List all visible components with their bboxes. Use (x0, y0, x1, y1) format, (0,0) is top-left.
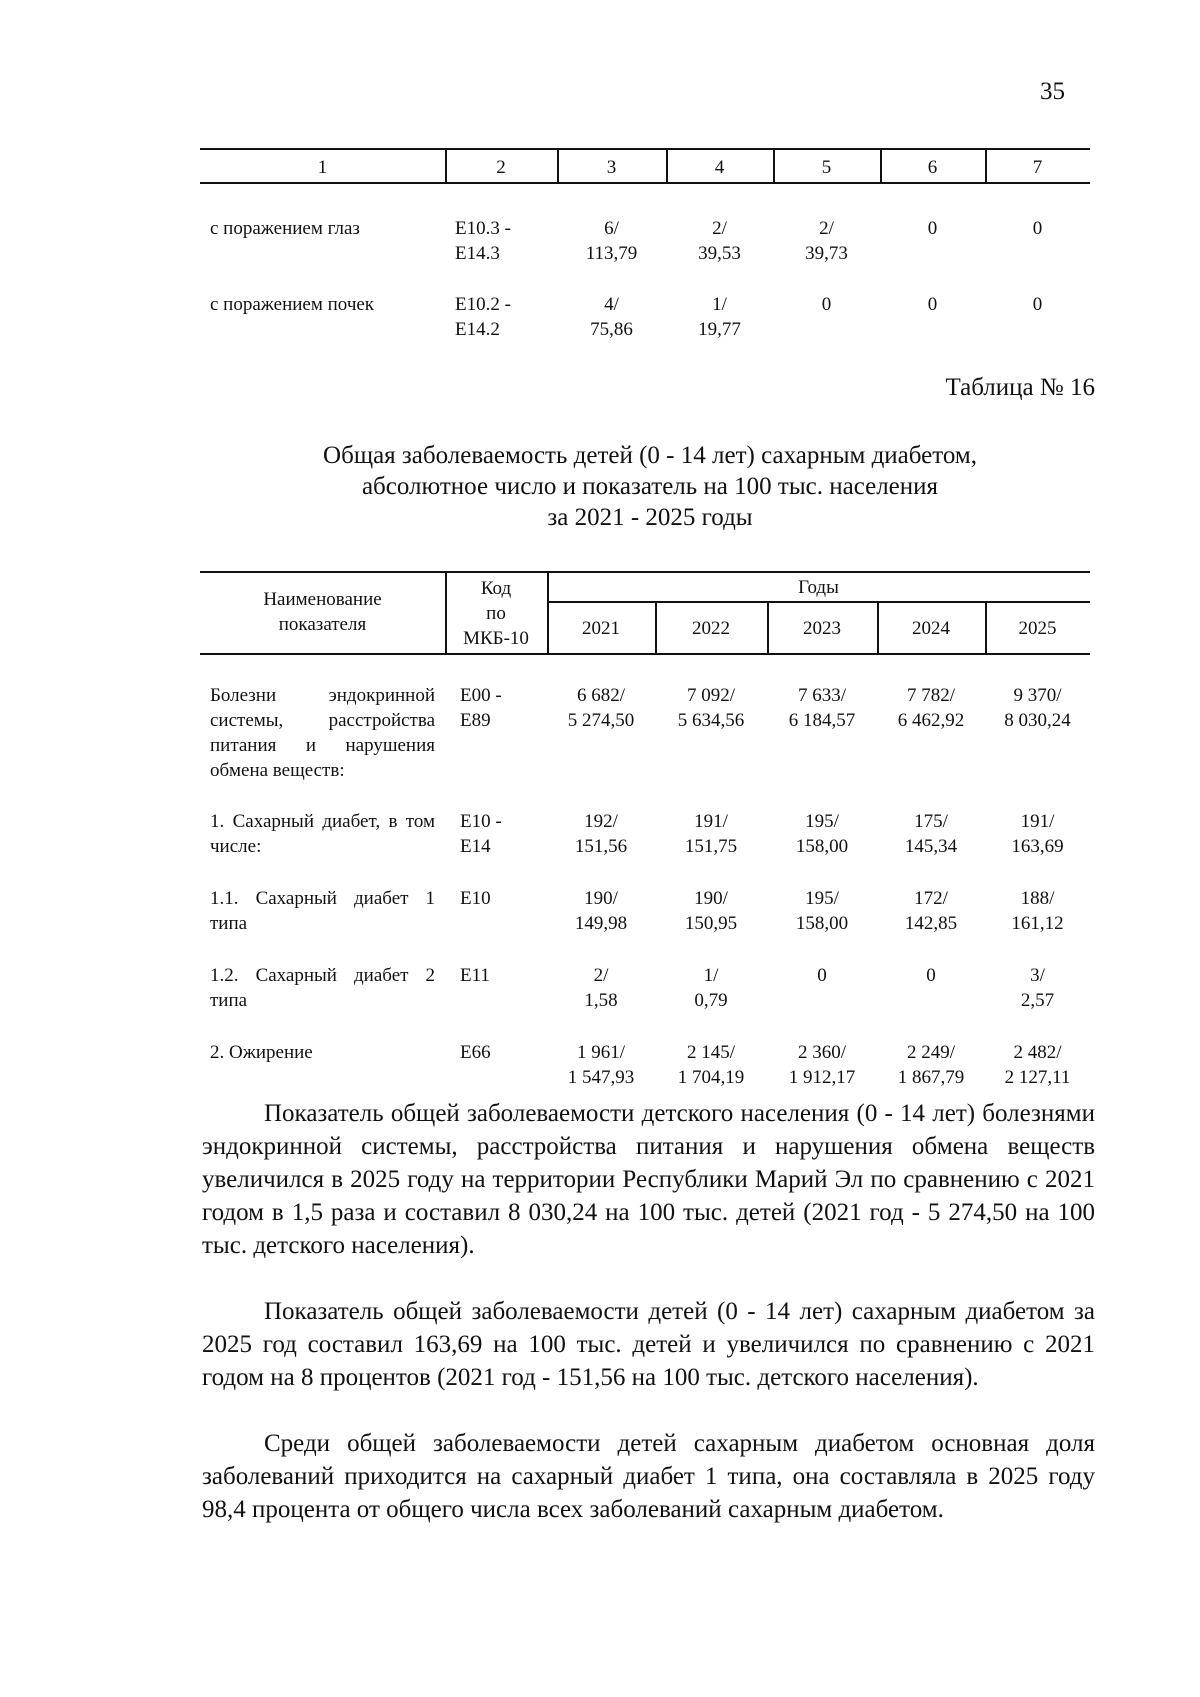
table-cell: 7 782/ 6 462,92 (897, 685, 965, 731)
paragraph (202, 1427, 1095, 1526)
table-cell: 0 (926, 965, 936, 986)
table-cell: 1/ 0,79 (694, 965, 728, 1011)
page-number: 35 (1040, 78, 1065, 105)
table-cell: 0 (927, 218, 938, 239)
table-row-code: E00 - E89 (460, 685, 502, 731)
header-col-6: 6 (927, 157, 938, 178)
table-cell: 6/ 113,79 (585, 218, 638, 264)
header-indicator-name: Наименование показателя (263, 589, 382, 635)
table-cell: 2 249/ 1 867,79 (897, 1042, 965, 1088)
table-cell: 7 092/ 5 634,56 (677, 685, 745, 731)
table-row-name: Болезни эндокринной системы, расстройства питания и нарушения обмена веществ: (210, 685, 435, 781)
header-year-2021: 2021 (582, 618, 620, 639)
table-row-name: с поражением почек (210, 294, 375, 315)
header-col-5: 5 (821, 157, 832, 178)
header-icd-code: Код по МКБ-10 (463, 578, 529, 649)
table-cell: 0 (817, 965, 827, 986)
table-cell: 6 682/ 5 274,50 (567, 685, 635, 731)
paragraph-text: Среди общей заболеваемости детей сахарным диабетом основная доля заболеваний приходится на сахарный диабет 1 типа, она составляла в 2025 году 98,4 процента от общего числа всех заболеваний сахарным диабетом. (202, 1430, 1095, 1523)
header-year-2022: 2022 (692, 618, 730, 639)
header-years: Годы (798, 577, 839, 598)
header-col-3: 3 (606, 157, 617, 178)
header-year-2024: 2024 (912, 618, 950, 639)
table-row-code: E10 - E14 (460, 811, 502, 857)
paragraph (202, 1295, 1095, 1394)
table-cell: 188/ 161,12 (1011, 888, 1064, 934)
table-cell: 191/ 151,75 (684, 811, 738, 857)
header-year-2023: 2023 (803, 618, 841, 639)
paragraph-text: Показатель общей заболеваемости детей (0 - 14 лет) сахарным диабетом за 2025 год составил 163,69 на 100 тыс. детей и увеличился по сравнению с 2021 годом на 8 процентов (2021 год - 151,56 на 100 тыс. детского населения). (202, 1298, 1095, 1391)
header-year-2025: 2025 (1018, 618, 1057, 639)
table-row-name: 1. Сахарный диабет, в том числе: (210, 811, 435, 857)
table-cell: 190/ 150,95 (684, 888, 738, 934)
table-cell: 0 (1032, 294, 1043, 315)
table-cell: 2/ 1,58 (584, 965, 618, 1011)
table-cell: 0 (927, 294, 938, 315)
table-cell: 3/ 2,57 (1020, 965, 1055, 1011)
table-caption: Общая заболеваемость детей (0 - 14 лет) сахарным диабетом, абсолютное число и показатель на 100 тыс. населения за 2021 - 2025 годы (323, 442, 977, 531)
table-cell: 1 961/ 1 547,93 (567, 1042, 635, 1088)
table-cell: 9 370/ 8 030,24 (1004, 685, 1071, 731)
table-cell: 2 360/ 1 912,17 (788, 1042, 856, 1088)
table-row-name: 2. Ожирение (210, 1042, 313, 1063)
paragraph-text: Показатель общей заболеваемости детского населения (0 - 14 лет) болезнями эндокринной системы, расстройства питания и нарушения обмена веществ увеличился в 2025 году на территории Республики Марий Эл по сравнению с 2021 годом в 1,5 раза и составил 8 030,24 на 100 тыс. детей (2021 год - 5 274,50 на 100 тыс. детского населения). (202, 1100, 1095, 1259)
header-col-1: 1 (317, 157, 328, 178)
header-col-2: 2 (496, 157, 506, 178)
table-cell: 2 482/ 2 127,11 (1004, 1042, 1071, 1088)
table-cell: 2/ 39,53 (698, 218, 741, 264)
table-cell: 0 (1032, 218, 1043, 239)
table-row-code: E10.2 - E14.2 (455, 294, 511, 340)
table-row-code: E11 (460, 965, 490, 986)
table-row-code: E66 (460, 1042, 491, 1063)
table-cell: 195/ 158,00 (795, 811, 849, 857)
table-cell: 2/ 39,73 (805, 218, 848, 264)
paragraph (202, 1097, 1095, 1262)
table-cell: 1/ 19,77 (698, 294, 741, 340)
table-cell: 190/ 149,98 (574, 888, 628, 934)
table-cell: 195/ 158,00 (795, 888, 849, 934)
table-cell: 191/ 163,69 (1011, 811, 1064, 857)
table-cell: 7 633/ 6 184,57 (788, 685, 856, 731)
table-cell: 192/ 151,56 (574, 811, 628, 857)
header-col-7: 7 (1032, 157, 1043, 178)
table-cell: 4/ 75,86 (590, 294, 633, 340)
table-cell: 172/ 142,85 (904, 888, 958, 934)
header-col-4: 4 (714, 157, 725, 178)
table-number-label: Таблица № 16 (945, 374, 1095, 401)
table-row-name: 1.2. Сахарный диабет 2 типа (210, 965, 435, 1011)
table-row-name: с поражением глаз (210, 218, 360, 239)
table-cell: 2 145/ 1 704,19 (677, 1042, 745, 1088)
table-row-name: 1.1. Сахарный диабет 1 типа (210, 888, 435, 934)
table-cell: 0 (821, 294, 832, 315)
table-row-code: E10.3 - E14.3 (455, 218, 511, 264)
table-cell: 175/ 145,34 (904, 811, 958, 857)
table-row-code: E10 (460, 888, 491, 909)
